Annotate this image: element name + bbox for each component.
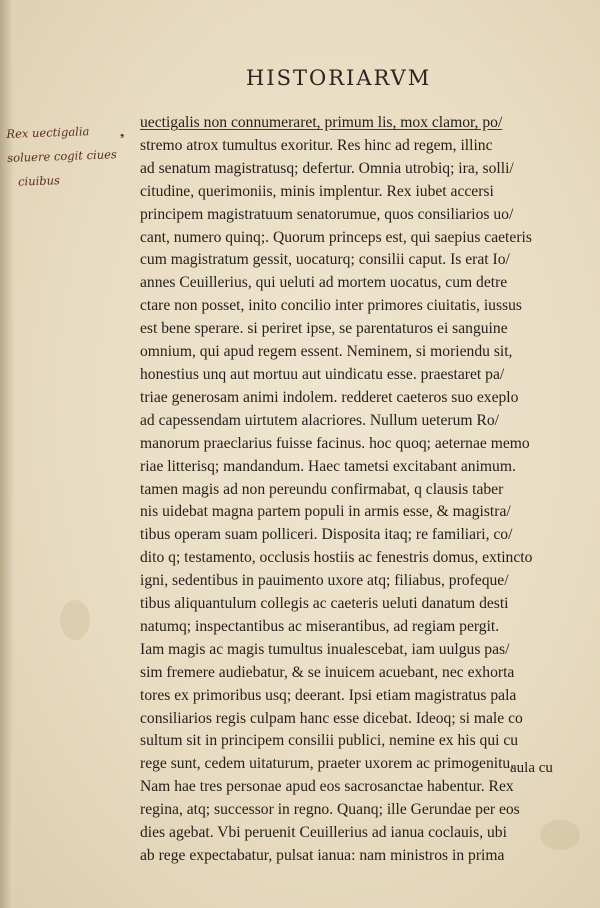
marginal-note-line: ciuibus (17, 173, 61, 189)
paper-stain (60, 600, 90, 640)
text-line: consiliarios regis culpam hanc esse dicebat. Ideoq; si male co (140, 709, 523, 727)
text-line: cum magistratum gessit, uocaturq; consilii caput. Is erat Io/ (140, 251, 510, 269)
text-line: triae generosam animi indolem. redderet caeteros suo exeplo (140, 388, 519, 406)
handwritten-marginal-note (6, 118, 128, 194)
text-line: riae litterisq; mandandum. Haec tametsi excitabant animum. (140, 457, 516, 475)
text-line: citudine, querimoniis, minis implentur. Rex iubet accersi (140, 182, 494, 200)
text-line: ad senatum magistratusq; defertur. Omnia utrobiq; ira, solli/ (140, 159, 514, 177)
text-line: est bene sperare. si periret ipse, se parentaturos ei sanguine (140, 320, 508, 338)
text-line: uectigalis non connumeraret, primum lis, mox clamor, po/ (140, 114, 503, 131)
text-line: Nam hae tres personae apud eos sacrosanctae habentur. Rex (140, 778, 514, 796)
text-line: tibus aliquantulum collegis ac caeteris ueluti danatum desti (140, 595, 509, 613)
marginal-note-line: Rex uectigalia (6, 124, 90, 141)
text-line: rege sunt, cedem uitaturum, praeter uxorem ac primogenitu. (140, 755, 515, 773)
text-line: sim fremere audiebatur, & se inuicem acuebant, nec exhorta (140, 663, 515, 681)
text-line: regina, atq; successor in regno. Quanq; ille Gerundae per eos (140, 801, 520, 819)
marginal-note-line: soluere cogit ciues (7, 147, 118, 165)
body-text-block (140, 112, 568, 868)
text-line: ad capessendam uirtutem alacriores. Nullum ueterum Ro/ (140, 411, 499, 429)
text-line: natumq; inspectantibus ac miserantibus, ad regiam pergit. (140, 617, 500, 635)
text-line: cant, numero quinq;. Quorum princeps est, qui saepius caeteris (140, 228, 532, 246)
text-line: dies agebat. Vbi peruenit Ceuillerius ad ianua coclauis, ubi (140, 824, 507, 842)
text-line: ctare non posset, inito concilio inter primores ciuitatis, iussus (140, 297, 522, 315)
text-line: omnium, qui apud regem essent. Neminem, si moriendu sit, (140, 343, 513, 361)
text-line: annes Ceuillerius, qui ueluti ad mortem uocatus, cum detre (140, 274, 508, 292)
text-line: dito q; testamento, occlusis hostiis ac fenestris domus, extincto (140, 549, 533, 567)
text-line: manorum praeclarius fuisse facinus. hoc quoq; aeternae memo (140, 434, 530, 452)
text-line: stremo atrox tumultus exoritur. Res hinc ad regem, illinc (140, 136, 493, 154)
text-line: tamen magis ad non pereundu confirmabat, q clausis taber (140, 480, 504, 498)
text-line: Iam magis ac magis tumultus inualescebat, iam uulgus pas/ (140, 640, 510, 658)
text-line: ab rege expectabatur, pulsat ianua: nam ministros in prima (140, 847, 505, 864)
text-line: tores ex primoribus usq; deerant. Ipsi etiam magistratus pala (140, 686, 517, 704)
running-head: HISTORIARVM (246, 66, 432, 90)
text-line: tibus operam suam polliceri. Disposita itaq; re familiari, co/ (140, 526, 513, 544)
catchword: aula cu (510, 760, 553, 776)
text-line: honestius unq aut mortuu aut uindicatu esse. praestaret pa/ (140, 365, 505, 383)
text-line: sultum sit in principem consilii publici, nemine ex his qui cu (140, 732, 519, 750)
text-line: principem magistratuum senatorumue, quos consiliarios uo/ (140, 205, 514, 223)
note-marker-icon: ❟ (120, 126, 125, 139)
text-line: igni, sedentibus in pauimento uxore atq; filiabus, profeque/ (140, 572, 509, 590)
text-line: nis uidebat magna partem populi in armis esse, & magistra/ (140, 503, 511, 521)
